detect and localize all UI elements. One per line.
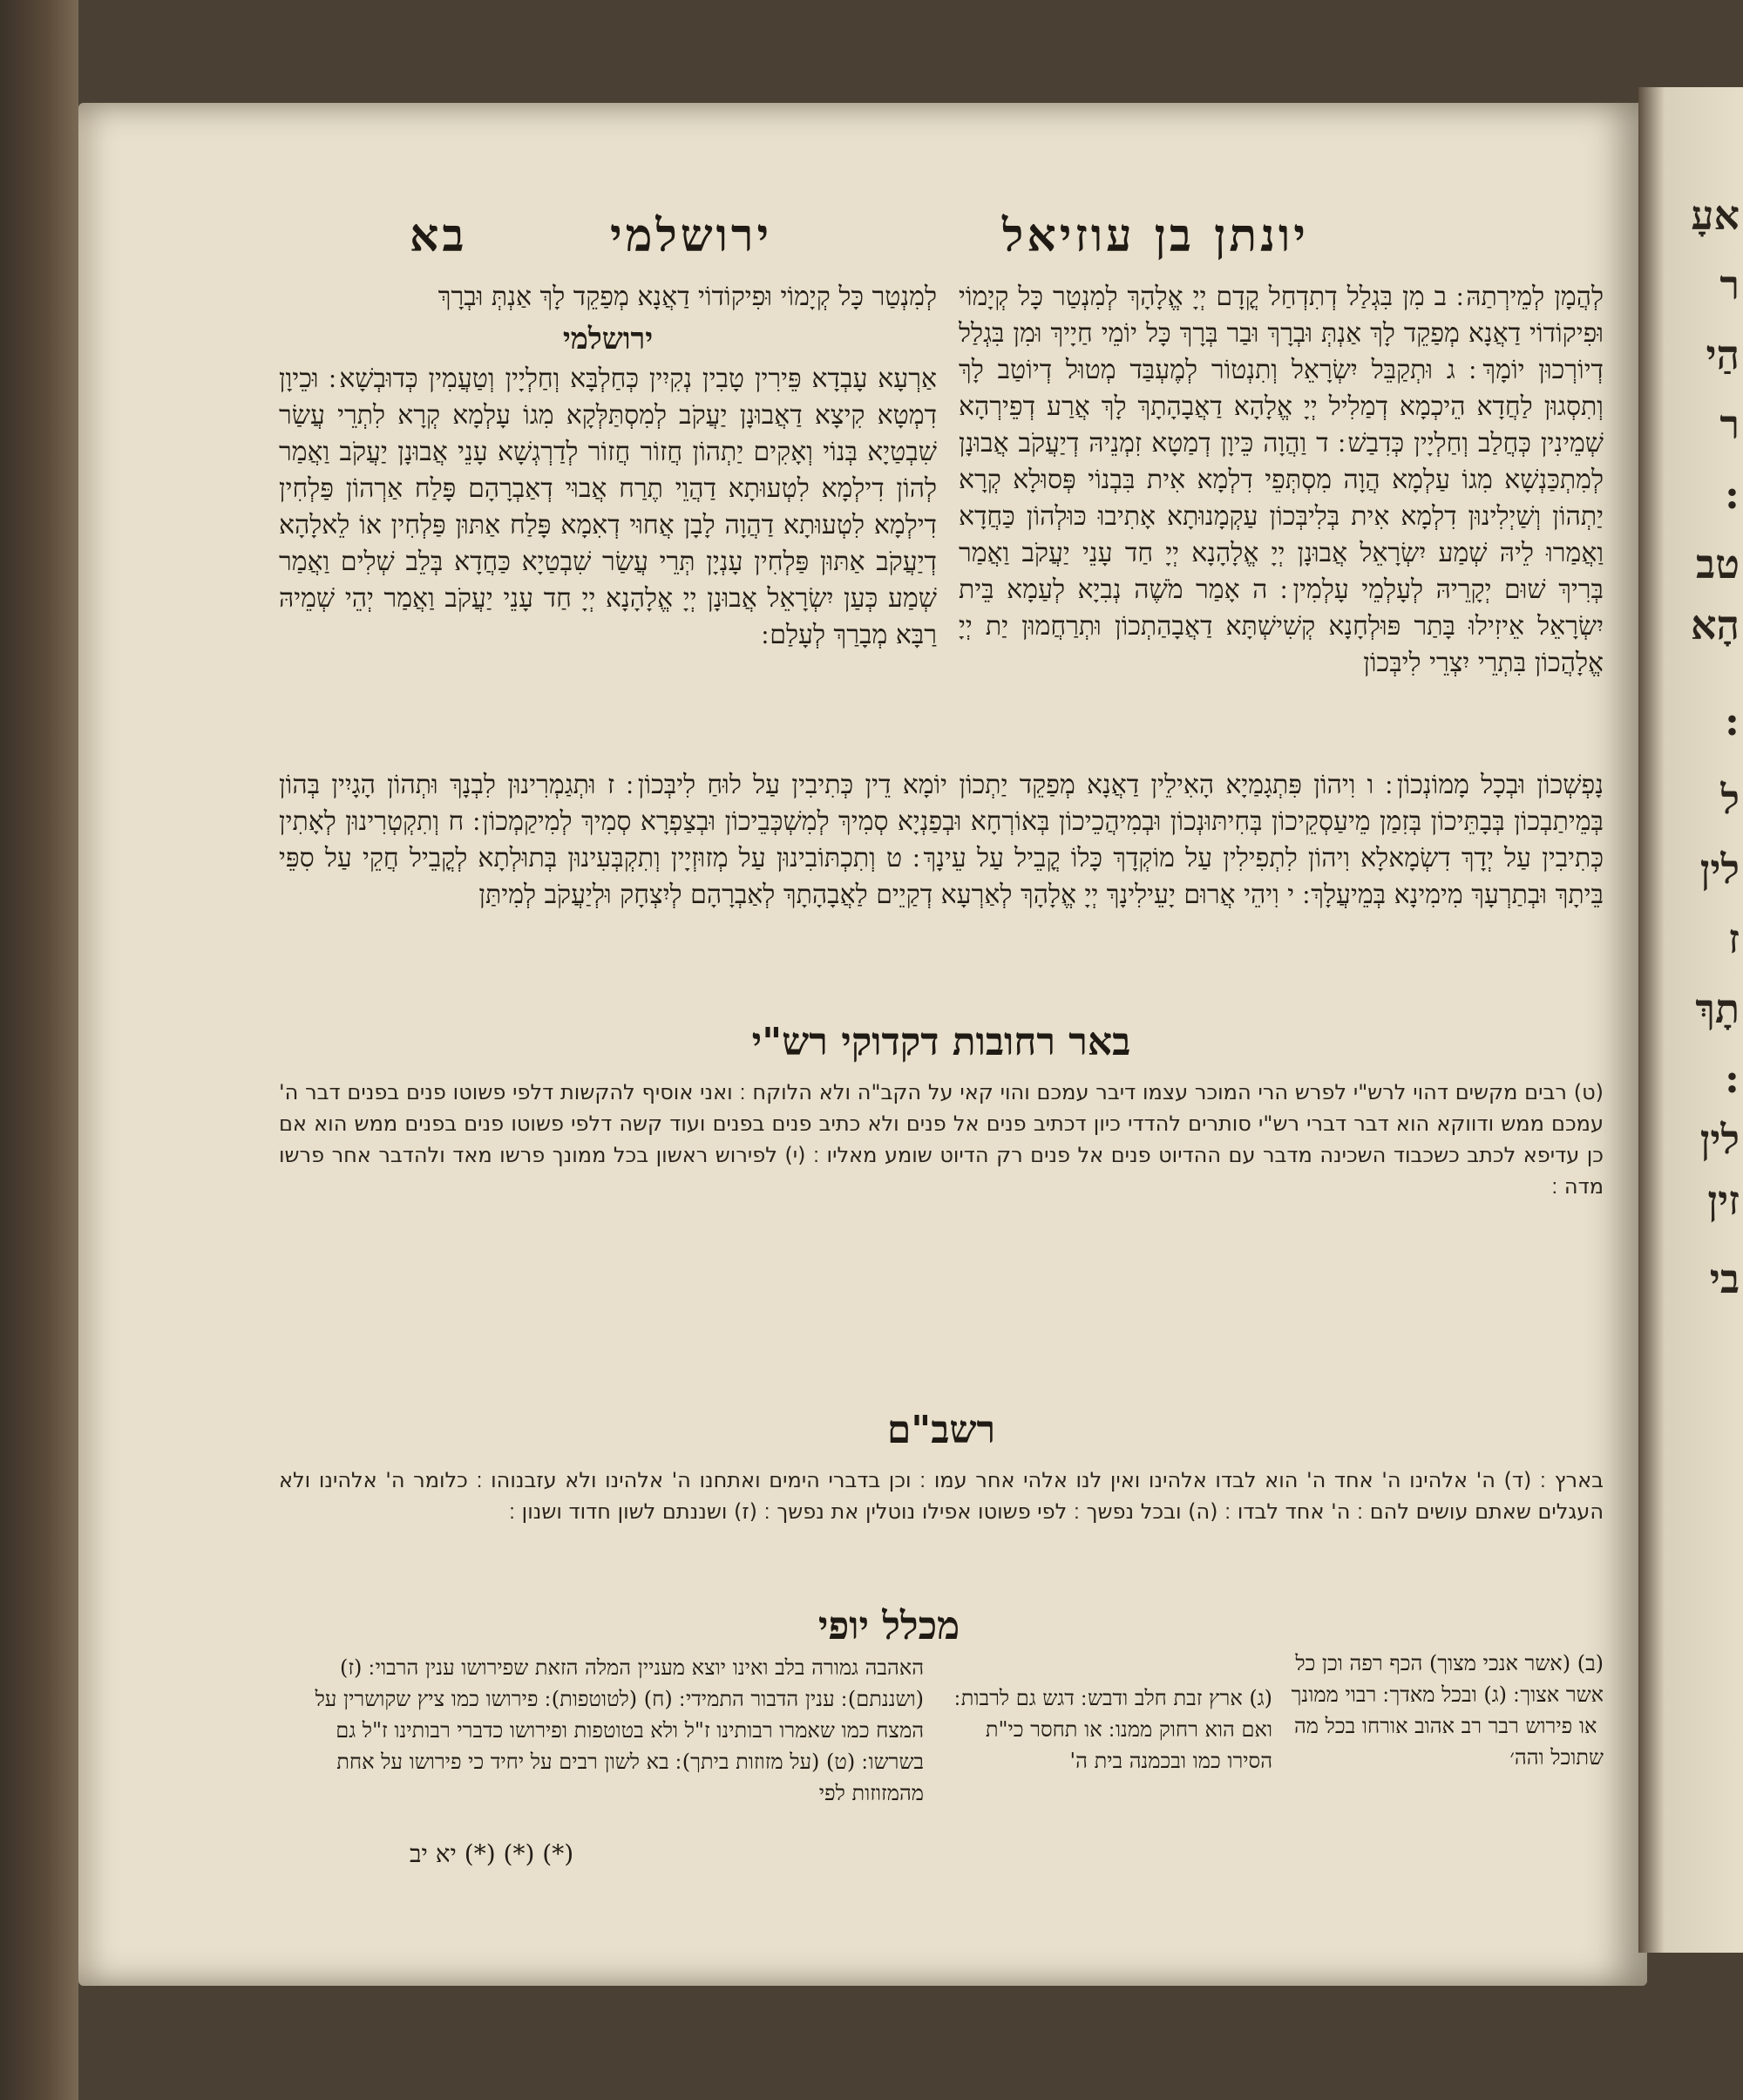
yerushalmi-text: אַרְעָא עָבְדָא פֵּירִין טָבִין נְקִיִין כְּחַלְבָּא וְחַלְיָין וְטַעֲמִין כְּדוּבְשָׁא ׃ וּכֵיוָן דִמְטָא קִיצָא דַאֲבוּנָן יַעֲקֹב לְמִסְתַּלְּקָא מִגוֹ עָלְמָא קְרָא לִתְרֵי עֲשַׂר שִׁבְטַיָא בְּנוֹי וְאָקִים יַתְהוֹן חֲזוֹר חֲזוֹר לְדַרְגְשָׁא עָנֵי אֲבוּנָן יַעֲקֹב וַאֲמַר לְהוֹן דִילְמָא לִטְעוּתָא דַהֲוֵי תֶרַח אֲבוּי דְאַבְרָהָם פָּלַח אַרְהוֹן פַּלְחִין דִילְמָא לִטְעוּתָא דַהֲוָה לָבָן אֲחוּי דְאִמָא פָּלַח אַתּוּן פַּלְחִין אוֹ לֵאלָהָא דְיַעֲקֹב אַתּוּן פַּלְחִין עָנְיָן תְּרֵי עֲשַׂר שִׁבְטַיָא כַּחֲדָא בְּלֵב שְׁלִים וַאֲמַר שְׁמַע כְּעַן יִשְׂרָאֵל אֲבוּנָן יְיָ אֱלָהָנָא יְיָ חַד עָנֵי יַעֲקֹב וַאֲמַר יְהֵי שְׁמֵיהּ רַבָּא מְבָרַךְ לְעָלַם ׃ xyxy=(279,364,937,650)
rashbam-section xyxy=(279,1465,1604,1595)
michlal-left-text: האהבה גמורה בלב ואינו יוצא מעניין המלה הזאת שפירושו ענין הרבוי ׃ (ז) (ושננתם) ׃ ענין הדבור התמידי ׃ (ח) (לטוטפות) ׃ פירושו כמו ציץ שקושרין על המצח כמו שאמרו רבותינו ז"ל ולא בטוטפות ופירושו כדברי רבותינו ז"ל גם בשרשו ׃ (ט) (על מזוזות ביתך) ׃ בא לשון רבים על יחיד כי פירושו על אחת מהמזוזות לפי xyxy=(315,1655,924,1805)
edge-fragment: : xyxy=(1725,1055,1740,1102)
edge-fragment: לין xyxy=(1699,1116,1740,1163)
edge-fragment: : xyxy=(1725,471,1740,518)
edge-fragment: הַי xyxy=(1706,331,1740,378)
edge-fragment: טב xyxy=(1696,540,1740,588)
edge-fragment: : xyxy=(1725,697,1740,744)
targum-yonatan-column xyxy=(959,279,1604,767)
michlal-yofi-title: מכלל יופי xyxy=(817,1604,960,1648)
yerushalmi-top-line: לְמִנְטַר כָּל קְיָמוֹי וּפִיקוֹדוֹי דַאֲנָא מְפַקֵד לָךְ אַנְתְּ וּבְרָךְ xyxy=(437,282,937,312)
targum-continuation-text: נָפְשְׁכוֹן וּבְכָל מָמוֹנְכוֹן ׃ ו וִיהוֹן פִּתְגָמַיָא הָאִילֵין דַאֲנָא מְפַקֵד יַתְכוֹן יוֹמָא דֵין כְּתִיבִין עַל לוּחַ לִיבְּכוֹן ׃ ז וּתְגַמְרִינוּן לִבְנָךְ וּתְהוֹן הָגָיִין בְּהוֹן בְּמֵיתַבְכוֹן בְּבָתֵּיכוֹן בְּזִמַן מֵיעַסְקֵיכוֹן בְּחִיתּוּנְכוֹן וּבְמִיהֲכֵיכוֹן בְּאוֹרְחָא וּבְפַנְיָא סְמִיךְ לְמִשְׁכְּבֵיכוֹן וּבְצַפְרָא סְמִיךְ לְמִיקַמְכוֹן ׃ ח וְתִקְטְרִינוּן לְאָתִין כְּתִיבִין עַל יְדָךְ דִשְׂמָאלָא וִיהוֹן לִתְפִילִין עַל מוֹקְדָךְ כָּלוֹ קֳבֵיל עַל עֵינָךְ ׃ ט וְתִכְתּוֹבִינוּן עַל מְזוּזְיָין וְתִקְבְּעִינוּן בְּתוּלְתָא לְקֳבֵיל חֲקֵי עַל סִפֵּי בֵּיתָךְ וּבְתַרְעָךְ מִימִינָא בְּמֵיעֲלָךְ ׃ י וִיהֵי אֲרוּם יָעֵילִינָךְ יְיָ אֱלָהָךְ לְאַרְעָא דְקַיֵים לַאֲבָהָתָךְ לְאַבְרָהָם לְיִצְחָק וּלְיַעֲקֹב לְמִיתַּן xyxy=(279,770,1604,910)
edge-fragment: תָךְ xyxy=(1695,985,1740,1032)
beer-rechovot-text: (ט) רבים מקשים דהוי לרש"י לפרש הרי המוכר עצמו דיבר עמכם והוי קאי על הקב"ה ולא הלוקח ׃ ואני אוסיף להקשות דלפי פשוטו פנים בפנים דבר ה' עמכם ממש ודווקא הוא דבר דברי רש"י סותרים להדדי כיון דכתיב פנים אל פנים ולא כתיב פנים בפנים ועוד קשה דלפי פשוטו פנים בפנים ממש הוא אם כן עדיפא לכתב כשכבוד השכינה מדבר עם ההדיוט פנים אל פנים רק הדיוט שומע מאליו ׃ (י) לפירוש ראשון בכל ממונך פרשו מאד ולהדבר אחר פרשו מדה ׃ xyxy=(279,1080,1604,1199)
rashbam-text: בארץ ׃ (ד) ה' אלהינו ה' אחד ה' הוא לבדו אלהינו ואין לנו אלהי אחר עמו ׃ וכן בדברי הימים ואתחנו ה' אלהינו ולא עזבנוהו ׃ כלומר ה' אלהינו ולא העגלים שאתם עושים להם ׃ ה' אחד לבדו ׃ (ה) ובכל נפשך ׃ לפי פשוטו אפילו נוטלין את נפשך ׃ (ז) ושננתם לשון חדוד ושנון ׃ xyxy=(279,1468,1604,1524)
beer-rechovot-section xyxy=(279,1077,1604,1373)
running-title-right: יונתן בן עוזיאל xyxy=(1002,209,1309,262)
edge-fragment: ר xyxy=(1719,262,1740,309)
edge-fragment: ל xyxy=(1720,776,1740,823)
edge-fragment: הָא xyxy=(1691,601,1740,649)
footnote-markers: (*) (*) (*) יא יב xyxy=(410,1839,574,1868)
yerushalmi-column xyxy=(279,279,937,767)
running-title-left: ירושלמי xyxy=(610,209,773,262)
targum-yonatan-text: לְהֲמָן לְמֵירְתַהּ ׃ ב מִן בִּגְלַל דְתִדְחַל קֳדָם יְיָ אֱלָהָךְ לְמִנְטַר כָּל קְיָמוֹי וּפִיקוֹדוֹי דַאֲנָא מְפַקֵד לָךְ אַנְתְּ וּבְרָךְ וּבַר בְּרָךְ כָּל יוֹמֵי חַיָיךְ וּמִן בִּגְלַל דְיוֹרְכוּן יוֹמָךְ ׃ ג וּתְקַבֵּל יִשְׂרָאֵל וְתִנְטוֹר לְמֶעְבַּד מְטוּל דְיוֹטַב לָךְ וְתִסְגוּן לַחֲדָא הֵיכְמָא דְמַלִיל יְיָ אֱלָהָא דַאֲבָהָתָךְ לָךְ אֲרַע דְפֵירְהָא שְׁמֵינִין כְּחֲלַב וְחַלְיָין כְּדִבַשׁ ׃ ד וַהֲוָה כֵּיוָן דְמַטָא זִמְנֵיהּ דְיַעֲקֹב אֲבוּנָן לְמִתְכַּנְשָׁא מִגוֹ עַלְמָא הֲוָה מִסְתְּפֵי דִלְמָא אִית בִּבְנוֹי פְּסוּלָא קְרָא יַתְהוֹן וְשַׁיְלִינוּן דִלְמָא אִית בְּלִיבְּכוֹן עַקְמָנוּתָא אָתִיבוּ כּוּלְהוֹן כַּחֲדָא וַאֲמַרוּ לֵיהּ שְׁמַע יִשְׂרָאֵל אֲבוּנָן יְיָ אֱלָהָנָא יְיָ חַד עָנֵי יַעֲקֹב וַאֲמַר בְּרִיךְ שׁוּם יְקָרֵיהּ לְעָלְמֵי עָלְמִין ׃ ה אָמַר מֹשֶׁה נְבִיָא לְעַמָא בֵּית יִשְׂרָאֵל אֵיזִילוּ בָּתַר פּוּלְחָנָא קְשִׁישְׁתָּא דַאֲבָהַתְכוֹן וּתְרַחֲמוּן יַת יְיָ אֱלָהֲכוֹן בִּתְרֵי יִצְרֵי לִיבְּכוֹן xyxy=(959,282,1604,678)
edge-fragment: זין xyxy=(1707,1177,1740,1224)
michlal-middle-text: (ג) ארץ זבת חלב ודבש ׃ דגש גם לרבות ׃ ואם הוא רחוק ממנו ׃ או תחסר כי"ת הסירו כמו ובכמנה בית ה' xyxy=(954,1686,1272,1773)
michlal-right-text: (ב) (אשר אנכי מצוך) הכף רפה וכן כל אשר אצוך ׃ (ג) ובכל מאדך ׃ רבוי ממונך ׃ או פירוש רבר רב אהוב אורחו בכל מה שתוכל והה׳ xyxy=(1291,1651,1604,1770)
michlal-right-column xyxy=(1290,1648,1604,1900)
yerushalmi-label: ירושלמי xyxy=(562,322,654,357)
michlal-left-column xyxy=(279,1652,924,1896)
rashbam-title: רשב"ם xyxy=(886,1408,996,1452)
book-cover-edge xyxy=(0,0,78,2100)
edge-fragment: אעָ xyxy=(1691,192,1740,239)
edge-fragment: לין xyxy=(1699,846,1740,893)
edge-fragment: ר xyxy=(1719,401,1740,448)
facing-page-edge xyxy=(1638,87,1743,1953)
beer-rechovot-title: באר רחובות דקדוקי רש"י xyxy=(751,1020,1131,1064)
edge-fragment: בי xyxy=(1709,1255,1740,1302)
edge-fragment: ז xyxy=(1728,915,1740,962)
targum-continuation xyxy=(279,767,1604,1029)
michlal-middle-column xyxy=(941,1682,1272,1900)
page-number: בא xyxy=(410,209,468,262)
